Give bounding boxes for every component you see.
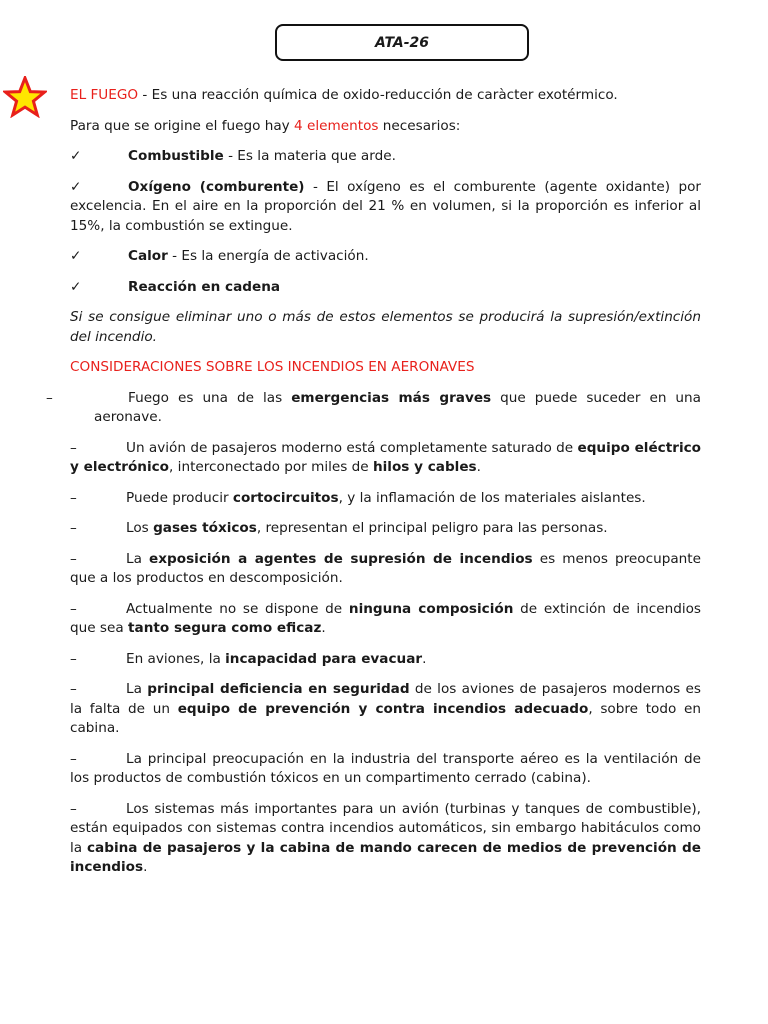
consideration-item: – Puede producir cortocircuitos, y la inflamación de los materiales aislantes. (70, 489, 701, 509)
fuego-definition: EL FUEGO - Es una reacción química de oxido-reducción de caràcter exotérmico. (70, 87, 618, 103)
checkmark-icon: ✓ (70, 148, 82, 164)
section-heading: CONSIDERACIONES SOBRE LOS INCENDIOS EN AERONAVES (70, 359, 475, 375)
dash-bullet: – (70, 550, 77, 567)
dash-bullet: – (70, 439, 77, 456)
document-title: ATA-26 (374, 34, 430, 51)
checkmark-icon: ✓ (70, 278, 82, 295)
checkmark-icon: ✓ (70, 178, 82, 195)
consideration-item: – Los gases tóxicos, representan el principal peligro para las personas. (70, 519, 701, 539)
dash-bullet: – (70, 600, 77, 617)
elements-intro: Para que se origine el fuego hay 4 elementos necesarios: (70, 117, 461, 134)
elements-count: 4 elementos (294, 117, 379, 134)
consideration-item: – La principal preocupación en la industria del transporte aéreo es la ventilación de los productos de combustión tóxicos en un compartimento cerrado (cabina). (70, 750, 701, 786)
fuego-label: EL FUEGO (70, 87, 139, 103)
document-body (46, 86, 702, 889)
consideration-item: – En aviones, la incapacidad para evacuar. (70, 650, 701, 670)
element-item-oxigeno: ✓ Oxígeno (comburente) - El oxígeno es el comburente (agente oxidante) por excelencia. En el aire en la proporción del 21 % en volumen, si la proporción es inferior al 15%, la combustión se extingue. (70, 178, 701, 234)
dash-bullet: – (70, 650, 77, 667)
dash-bullet: – (70, 520, 77, 536)
consideration-item: – La principal deficiencia en seguridad de los aviones de pasajeros modernos es la falta de un equipo de prevención y contra incendios adecuado, sobre todo en cabina. (70, 681, 701, 736)
element-item-reaccion: ✓ Reacción en cadena (70, 278, 701, 298)
dash-bullet: – (70, 800, 77, 817)
consideration-item: – La exposición a agentes de supresión de incendios es menos preocupante que a los productos en descomposición. (70, 550, 701, 586)
star-icon (3, 76, 47, 118)
consideration-item: – Fuego es una de las emergencias más graves que puede suceder en una aeronave. (46, 389, 701, 425)
consideration-item: – Un avión de pasajeros moderno está completamente saturado de equipo eléctrico y electrónico, interconectado por miles de hilos y cables. (70, 439, 701, 475)
dash-bullet: – (70, 681, 77, 697)
dash-bullet: – (70, 489, 77, 506)
dash-bullet: – (70, 750, 77, 767)
element-item-calor: ✓ Calor - Es la energía de activación. (70, 247, 701, 267)
dash-bullet: – (46, 389, 53, 406)
italic-note: Si se consigue eliminar uno o más de estos elementos se producirá la supresión/extinción del incendio. (70, 309, 701, 345)
element-item-combustible: ✓ Combustible - Es la materia que arde. (70, 147, 701, 167)
consideration-item: – Los sistemas más importantes para un avión (turbinas y tanques de combustible), están equipados con sistemas contra incendios automáticos, sin embargo habitáculos como la cabina de pasajeros y la cabina de mando carecen de medios de prevención de incendios. (70, 800, 701, 875)
document-title-box (275, 24, 529, 61)
checkmark-icon: ✓ (70, 248, 82, 264)
consideration-item: – Actualmente no se dispone de ninguna composición de extinción de incendios que sea tanto segura como eficaz. (70, 600, 702, 636)
